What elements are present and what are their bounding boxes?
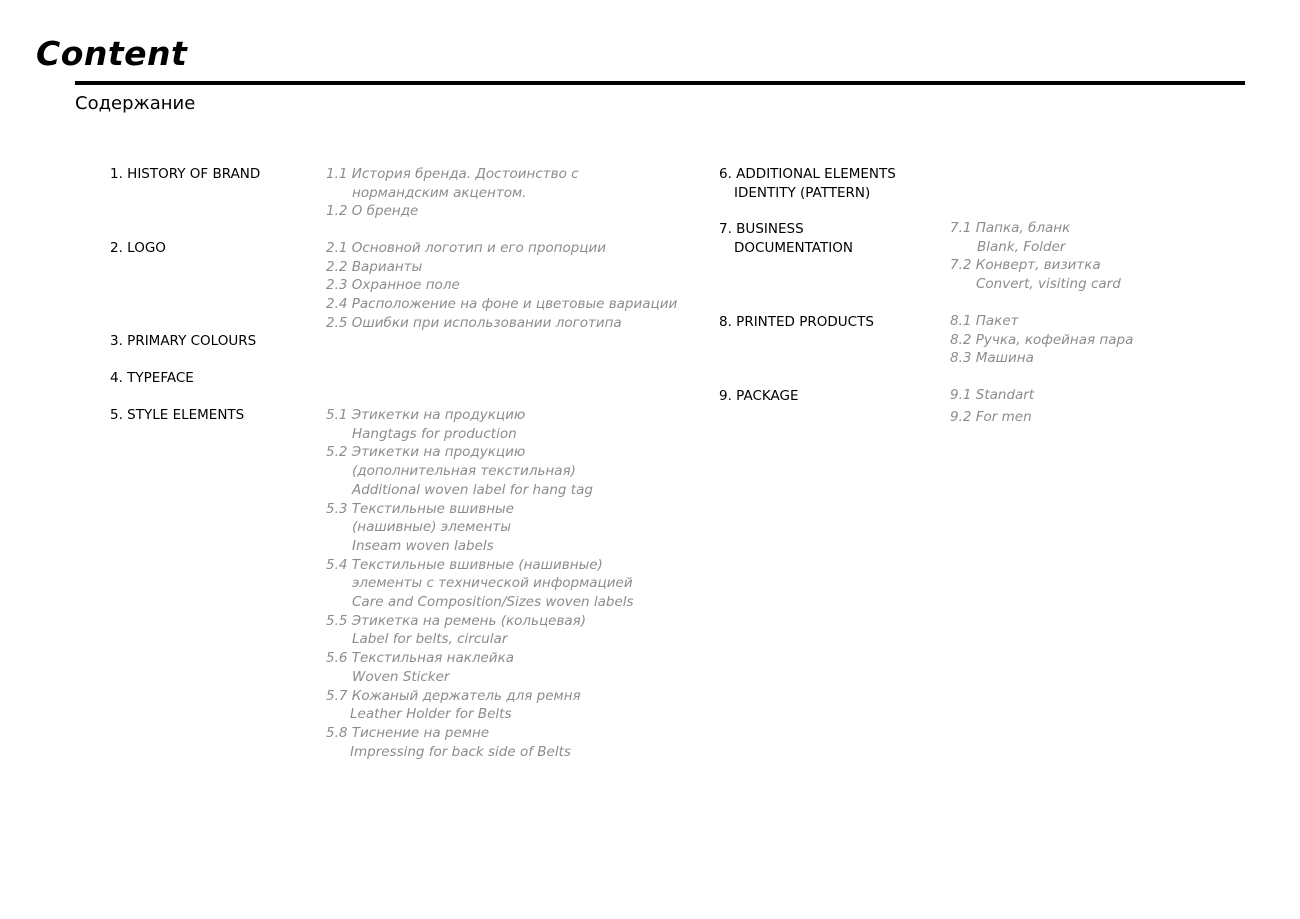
toc-item: Inseam woven labels xyxy=(352,537,494,554)
section-typeface: 4. TYPEFACE xyxy=(110,370,194,386)
section-primary-colours: 3. PRIMARY COLOURS xyxy=(110,333,257,349)
section-logo: 2. LOGO xyxy=(110,240,166,256)
toc-item: Care and Composition/Sizes woven labels xyxy=(352,594,634,611)
toc-item: 5.6 Текстильная наклейка xyxy=(326,650,515,667)
toc-item: 5.7 Кожаный держатель для ремня xyxy=(326,687,581,704)
section-title-line: IDENTITY (PATTERN) xyxy=(734,184,871,201)
toc-item: 5.1 Этикетки на продукцию xyxy=(326,407,526,423)
toc-item: 9.2 For men xyxy=(950,408,1032,425)
toc-item: 8.3 Машина xyxy=(950,350,1034,367)
section-business-documentation xyxy=(719,220,853,257)
toc-item: Label for belts, circular xyxy=(352,631,508,648)
toc-item: 1.2 О бренде xyxy=(326,203,419,220)
toc-item: Blank, Folder xyxy=(977,238,1066,255)
section-style-items xyxy=(326,406,634,761)
page-subtitle: Содержание xyxy=(75,93,196,114)
toc-item: элементы с технической информацией xyxy=(352,575,633,592)
toc-item: (дополнительная текстильная) xyxy=(352,463,576,480)
toc-item: Additional woven label for hang tag xyxy=(352,481,593,498)
section-title-line: 7. BUSINESS xyxy=(719,221,804,237)
section-printed-items xyxy=(950,312,1133,368)
toc-item: 8.1 Пакет xyxy=(950,313,1019,329)
toc-item: 2.1 Основной логотип и его пропорции xyxy=(326,240,607,256)
toc-item: 8.2 Ручка, кофейная пара xyxy=(950,331,1134,348)
section-package-items xyxy=(950,386,1034,426)
section-additional-elements xyxy=(719,165,896,202)
toc-item: 5.8 Тиснение на ремне xyxy=(326,724,490,741)
section-style-elements: 5. STYLE ELEMENTS xyxy=(110,407,245,423)
toc-item: нормандским акцентом. xyxy=(352,184,527,201)
page-title: Content xyxy=(36,34,188,73)
toc-item: 2.3 Охранное поле xyxy=(326,277,460,294)
toc-item: Convert, visiting card xyxy=(976,276,1121,293)
toc-item: 7.1 Папка, бланк xyxy=(950,220,1071,236)
toc-item: 1.1 История бренда. Достоинство с xyxy=(326,166,579,182)
section-history-items xyxy=(326,165,579,221)
toc-item: (нашивные) элементы xyxy=(352,519,511,536)
section-logo-items xyxy=(326,239,677,333)
toc-item: Leather Holder for Belts xyxy=(350,706,512,723)
title-divider xyxy=(75,81,1245,85)
toc-item: 2.2 Варианты xyxy=(326,258,423,275)
section-package: 9. PACKAGE xyxy=(719,388,799,404)
toc-item: 5.2 Этикетки на продукцию xyxy=(326,444,526,461)
toc-item: 5.5 Этикетка на ремень (кольцевая) xyxy=(326,612,587,629)
section-history-of-brand: 1. HISTORY OF BRAND xyxy=(110,166,261,182)
toc-item: Impressing for back side of Belts xyxy=(350,743,571,760)
toc-item: 5.4 Текстильные вшивные (нашивные) xyxy=(326,556,603,573)
toc-item: 5.3 Текстильные вшивные xyxy=(326,500,515,517)
toc-item: Woven Sticker xyxy=(352,668,450,685)
section-title-line: DOCUMENTATION xyxy=(734,239,853,256)
toc-item: 2.5 Ошибки при использовании логотипа xyxy=(326,314,622,331)
section-title-line: 6. ADDITIONAL ELEMENTS xyxy=(719,166,896,182)
toc-item: 7.2 Конверт, визитка xyxy=(950,257,1101,274)
toc-item: Hangtags for production xyxy=(352,425,517,442)
toc-item: 9.1 Standart xyxy=(950,387,1035,403)
section-business-items xyxy=(950,219,1121,294)
toc-item: 2.4 Расположение на фоне и цветовые вариации xyxy=(326,296,678,313)
section-printed-products: 8. PRINTED PRODUCTS xyxy=(719,314,874,330)
